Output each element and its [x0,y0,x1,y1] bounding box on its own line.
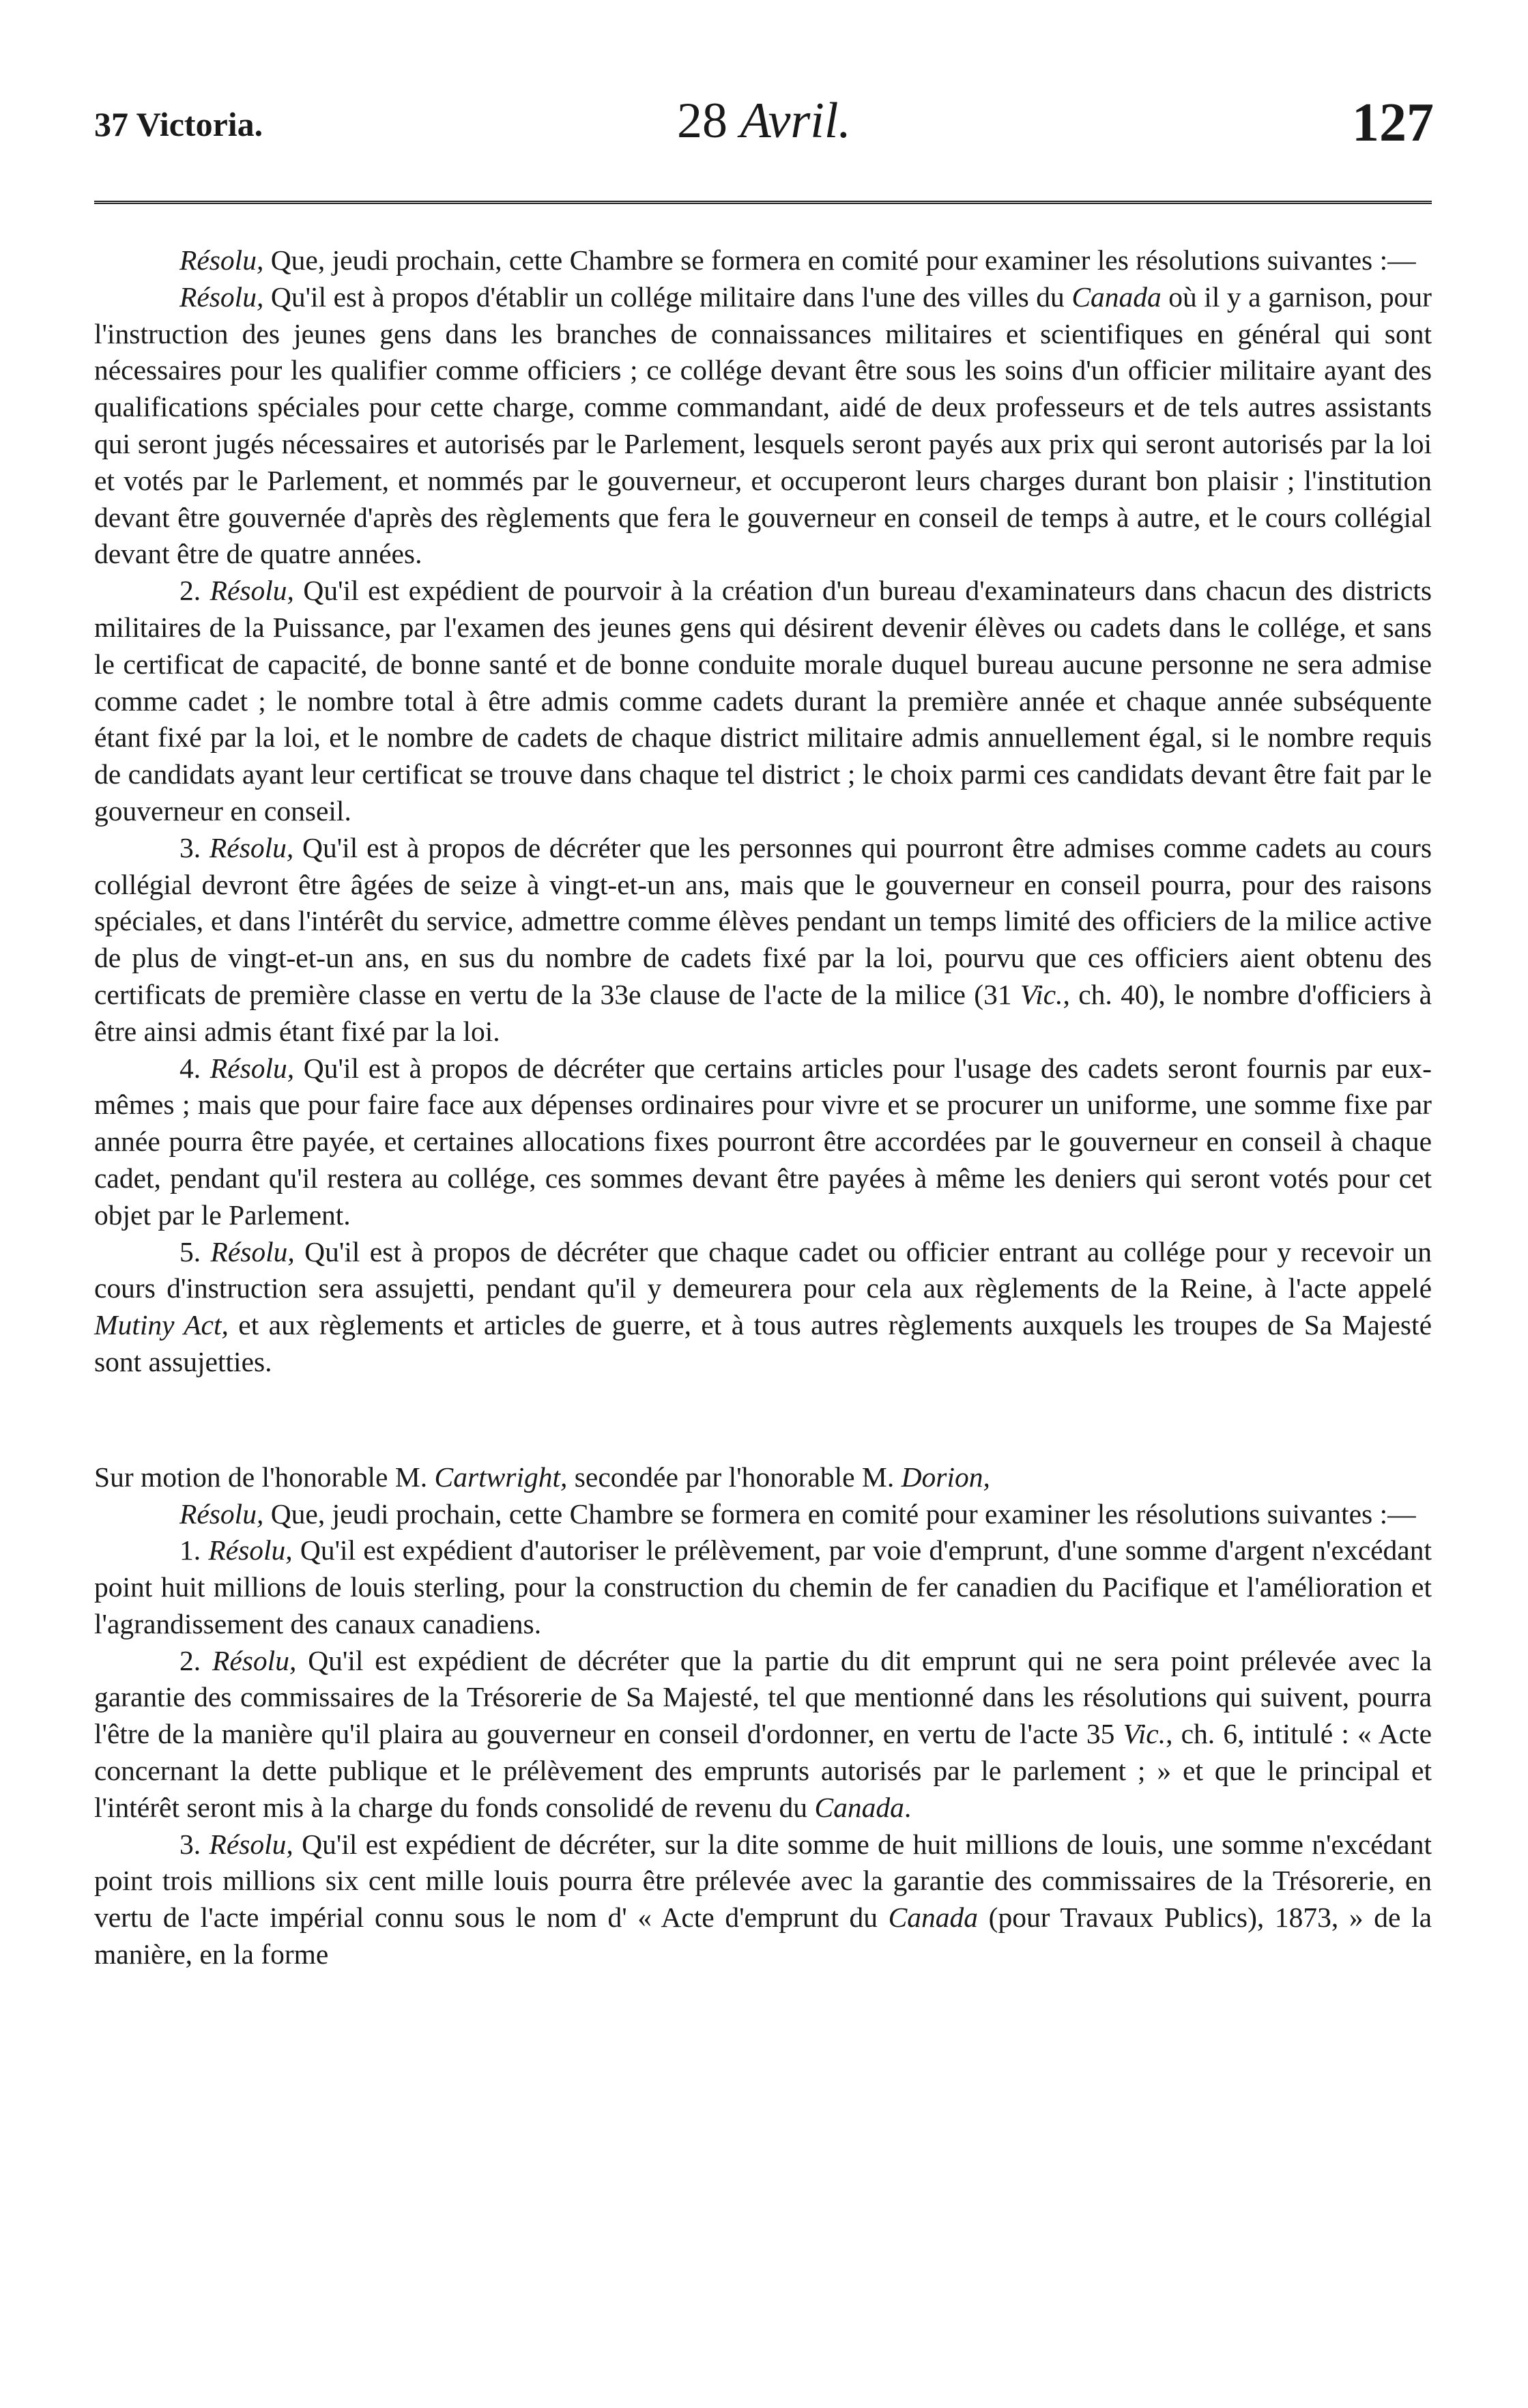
journal-text [94,242,1432,1973]
seconder-name: Dorion, [901,1461,990,1493]
page-number: 127 [1352,93,1434,153]
paragraph: Résolu, Que, jeudi prochain, cette Chambre se formera en comité pour examiner les résolutions suivantes :— [179,1497,1416,1530]
paragraph: Résolu, Qu'il est à propos d'établir un collége militaire dans l'une des villes du Canada où il y a garnison, pour l'instruction des jeunes gens dans les branches de connaissances militaires et scientifiques en général qui sont nécessaires pour les qualifier comme officiers ; ce collége devant être sous les soins d'un officier militaire ayant des qualifications spéciales pour cette charge, comme commandant, aidé de deux professeurs et de tels autres assistants qui seront jugés nécessaires et autorisés par le Parlement, lesquels seront payés aux prix qui seront autorisés par la loi et votés par le Parlement, et nommés par le gouverneur, et occuperont leurs charges durant bon plaisir ; l'institution devant être gouvernée d'après des règlements que fera le gouverneur en conseil de temps à autre, et le cours collégial devant être de quatre années. [94,281,1432,570]
page-date [94,92,1434,150]
resolution-lead: Résolu, [210,1235,295,1267]
resolution-lead: Résolu, [179,1497,264,1530]
resolution-lead: Résolu, [212,1644,297,1676]
paragraph: Résolu, Que, jeudi prochain, cette Chambre se formera en comité pour examiner les résolutions suivantes :— [179,244,1416,276]
resolution-lead: Résolu, [208,1534,293,1566]
date-month: Avril. [740,93,851,149]
paragraph: 2. Résolu, Qu'il est expédient de décréter que la partie du dit emprunt qui ne sera point prélevée avec la garantie des commissaires de la Trésorerie de Sa Majesté, tel que mentionné dans les résolutions qui suivent, pourra l'être de la manière qu'il plaira au gouverneur en conseil d'ordonner, en vertu de l'acte 35 Vic., ch. 6, intitulé : « Acte concernant la dette publique et le prélèvement des emprunts autorisés par le parlement ; » et que le principal et l'intérêt seront mis à la charge du fonds consolidé de revenu du Canada. [94,1644,1432,1823]
resolution-number: 1. [179,1534,201,1566]
resolution-lead: Résolu, [179,244,264,276]
resolution-lead: Résolu, [210,1052,295,1084]
resolution-number: 2. [179,575,201,607]
resolution-number: 3. [179,831,201,863]
resolution-number: 4. [179,1052,201,1084]
running-head [94,92,1434,174]
resolution-number: 5. [179,1235,201,1267]
resolution-lead: Résolu, [209,1828,293,1860]
motion-line: Sur motion de l'honorable M. Cartwright, secondée par l'honorable M. Dorion, [94,1461,990,1493]
paragraph: 3. Résolu, Qu'il est à propos de décréter que les personnes qui pourront être admises comme cadets au cours collégial devront être âgées de seize à vingt-et-un ans, mais que le gouverneur en conseil pourra, pour des raisons spéciales, et dans l'intérêt du service, admettre comme élèves pendant un temps limité des officiers de la milice active de plus de vingt-et-un ans, en sus du nombre de cadets fixé par la loi, pourvu que ces officiers aient obtenu des certificats de première classe en vertu de la 33e clause de l'acte de la milice (31 Vic., ch. 40), le nombre d'officiers à être ainsi admis étant fixé par la loi. [94,831,1432,1047]
resolution-lead: Résolu, [210,575,294,607]
paragraph: 4. Résolu, Qu'il est à propos de décréter que certains articles pour l'usage des cadets seront fournis par eux-mêmes ; mais que pour faire face aux dépenses ordinaires pour vivre et se procurer un uniforme, une somme fixe par année pourra être payée, et certaines allocations fixes pourront être accordées par le gouverneur en conseil à chaque cadet, pendant qu'il restera au collége, ces sommes devant être payées à même les deniers qui seront votés pour cet objet par le Parlement. [94,1052,1432,1231]
paragraph: 5. Résolu, Qu'il est à propos de décréter que chaque cadet ou officier entrant au collége pour y recevoir un cours d'instruction sera assujetti, pendant qu'il y demeurera pour cela aux règlements de la Reine, à l'acte appelé Mutiny Act, et aux règlements et articles de guerre, et à tous autres règlements auxquels les troupes de Sa Majesté sont assujetties. [94,1235,1432,1377]
resolution-lead: Résolu, [209,831,294,863]
paragraph: 2. Résolu, Qu'il est expédient de pourvoir à la création d'un bureau d'examinateurs dans chacun des districts militaires de la Puissance, par l'examen des jeunes gens qui désirent devenir élèves ou cadets dans le collége, et sans le certificat de capacité, de bonne santé et de bonne conduite morale duquel bureau aucune personne ne sera admise comme cadet ; le nombre total à être admis comme cadets durant la première année et chaque année subséquente étant fixé par la loi, et le nombre de cadets de chaque district militaire admis annuellement égal, si le nombre requis de candidats ayant leur certificat se trouve dans chaque tel district ; le choix parmi ces candidats devant être fait par le gouverneur en conseil. [94,575,1432,827]
header-rule [94,201,1432,204]
resolution-lead: Résolu, [179,281,264,313]
paragraph: 1. Résolu, Qu'il est expédient d'autoriser le prélèvement, par voie d'emprunt, d'une somme d'argent n'excédant point huit millions de louis sterling, pour la construction du chemin de fer canadien du Pacifique et l'amélioration et l'agrandissement des canaux canadiens. [94,1534,1432,1639]
date-day: 28 [677,93,728,149]
paragraph: 3. Résolu, Qu'il est expédient de décréter, sur la dite somme de huit millions de louis, une somme n'excédant point trois millions six cent mille louis pourra être prélevée avec la garantie des commissaires de la Trésorerie, en vertu de l'acte impérial connu sous le nom d' « Acte d'emprunt du Canada (pour Travaux Publics), 1873, » de la manière, en la forme [94,1828,1432,1970]
mover-name: Cartwright, [434,1461,568,1493]
resolution-number: 2. [179,1644,201,1676]
regnal-year: 37 Victoria. [94,105,263,143]
resolution-number: 3. [179,1828,201,1860]
